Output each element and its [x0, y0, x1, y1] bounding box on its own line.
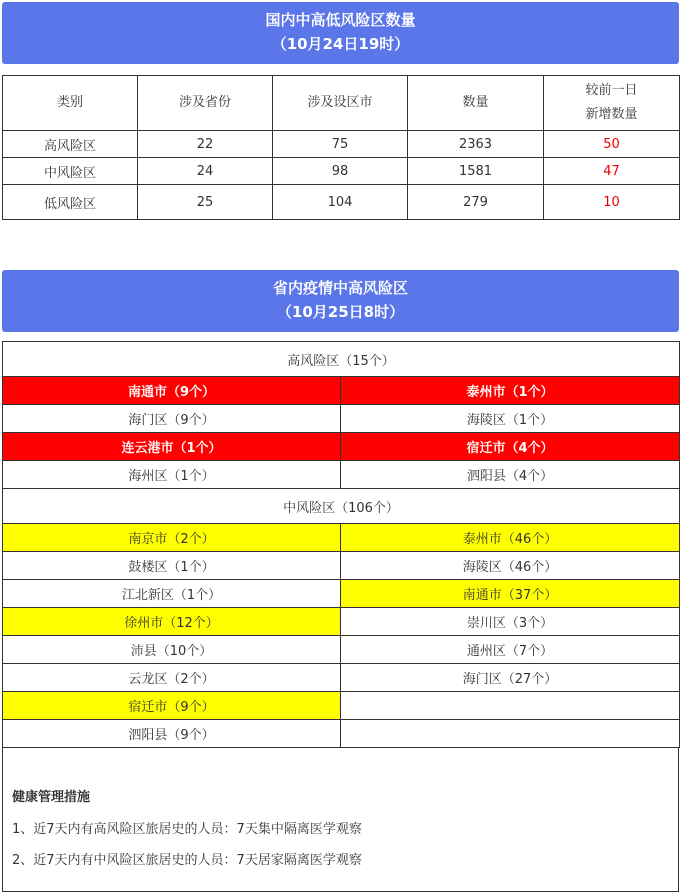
row-provinces: 25 — [138, 185, 273, 220]
province-risk-table — [2, 341, 680, 748]
mid-risk-area-left: 沛县（10个） — [3, 636, 341, 664]
row-cities: 104 — [273, 185, 408, 220]
table-row — [3, 692, 680, 720]
mid-risk-area-right: 海陵区（46个） — [341, 552, 680, 580]
header-cities: 涉及设区市 — [273, 76, 408, 131]
province-risk-subtitle: （10月25日8时） — [276, 303, 405, 321]
row-cities: 75 — [273, 131, 408, 158]
table-row — [3, 664, 680, 692]
national-risk-table — [2, 75, 680, 220]
row-category: 高风险区 — [3, 131, 138, 158]
table-row — [3, 461, 680, 489]
row-provinces: 24 — [138, 158, 273, 185]
mid-risk-area-left: 泗阳县（9个） — [3, 720, 341, 748]
mid-risk-area-right — [341, 720, 680, 748]
table-row — [3, 636, 680, 664]
high-risk-area-right: 泰州市（1个） — [341, 377, 680, 405]
health-measure-line: 2、近7天内有中风险区旅居史的人员：7天居家隔离医学观察 — [12, 853, 362, 868]
row-count: 2363 — [408, 131, 544, 158]
mid-risk-heading: 中风险区（106个） — [3, 489, 680, 524]
row-category: 低风险区 — [3, 185, 138, 220]
mid-risk-area-right — [341, 692, 680, 720]
row-new: 10 — [544, 185, 680, 220]
table-row — [3, 433, 680, 461]
high-risk-heading: 高风险区（15个） — [3, 342, 680, 377]
high-risk-area-right: 泗阳县（4个） — [341, 461, 680, 489]
table-row — [3, 405, 680, 433]
table-row — [3, 580, 680, 608]
high-risk-area-right: 宿迁市（4个） — [341, 433, 680, 461]
health-measures-title: 健康管理措施 — [12, 790, 91, 805]
table-row — [3, 131, 680, 158]
mid-risk-area-right: 通州区（7个） — [341, 636, 680, 664]
high-risk-area-left: 海门区（9个） — [3, 405, 341, 433]
table-row — [3, 377, 680, 405]
header-count: 数量 — [408, 76, 544, 131]
high-risk-area-right: 海陵区（1个） — [341, 405, 680, 433]
mid-risk-area-left: 鼓楼区（1个） — [3, 552, 341, 580]
mid-risk-heading-row — [3, 489, 680, 524]
mid-risk-area-right: 海门区（27个） — [341, 664, 680, 692]
health-measures — [2, 748, 679, 892]
row-provinces: 22 — [138, 131, 273, 158]
mid-risk-area-right: 泰州市（46个） — [341, 524, 680, 552]
table-row — [3, 608, 680, 636]
province-risk-title: 省内疫情中高风险区 — [272, 279, 408, 297]
mid-risk-area-left: 宿迁市（9个） — [3, 692, 341, 720]
header-new-line2: 新增数量 — [585, 107, 638, 122]
mid-risk-area-left: 云龙区（2个） — [3, 664, 341, 692]
high-risk-area-left: 南通市（9个） — [3, 377, 341, 405]
table-row — [3, 720, 680, 748]
row-new: 50 — [544, 131, 680, 158]
table-row — [3, 185, 680, 220]
header-new-line1: 较前一日 — [585, 83, 638, 98]
table-row — [3, 158, 680, 185]
national-risk-title: 国内中高低风险区数量 — [265, 11, 416, 29]
row-cities: 98 — [273, 158, 408, 185]
mid-risk-area-left: 南京市（2个） — [3, 524, 341, 552]
national-risk-subtitle: （10月24日19时） — [271, 35, 410, 53]
header-category: 类别 — [3, 76, 138, 131]
mid-risk-area-right: 崇川区（3个） — [341, 608, 680, 636]
mid-risk-area-right: 南通市（37个） — [341, 580, 680, 608]
province-risk-banner — [2, 270, 679, 332]
row-category: 中风险区 — [3, 158, 138, 185]
table-row — [3, 524, 680, 552]
high-risk-heading-row — [3, 342, 680, 377]
row-count: 1581 — [408, 158, 544, 185]
high-risk-area-left: 连云港市（1个） — [3, 433, 341, 461]
mid-risk-area-left: 徐州市（12个） — [3, 608, 341, 636]
mid-risk-area-left: 江北新区（1个） — [3, 580, 341, 608]
high-risk-area-left: 海州区（1个） — [3, 461, 341, 489]
table-row — [3, 552, 680, 580]
row-count: 279 — [408, 185, 544, 220]
header-new-count — [544, 76, 680, 131]
table-header-row — [3, 76, 680, 131]
national-risk-banner — [2, 2, 679, 64]
header-provinces: 涉及省份 — [138, 76, 273, 131]
row-new: 47 — [544, 158, 680, 185]
health-measure-line: 1、近7天内有高风险区旅居史的人员：7天集中隔离医学观察 — [12, 822, 362, 837]
